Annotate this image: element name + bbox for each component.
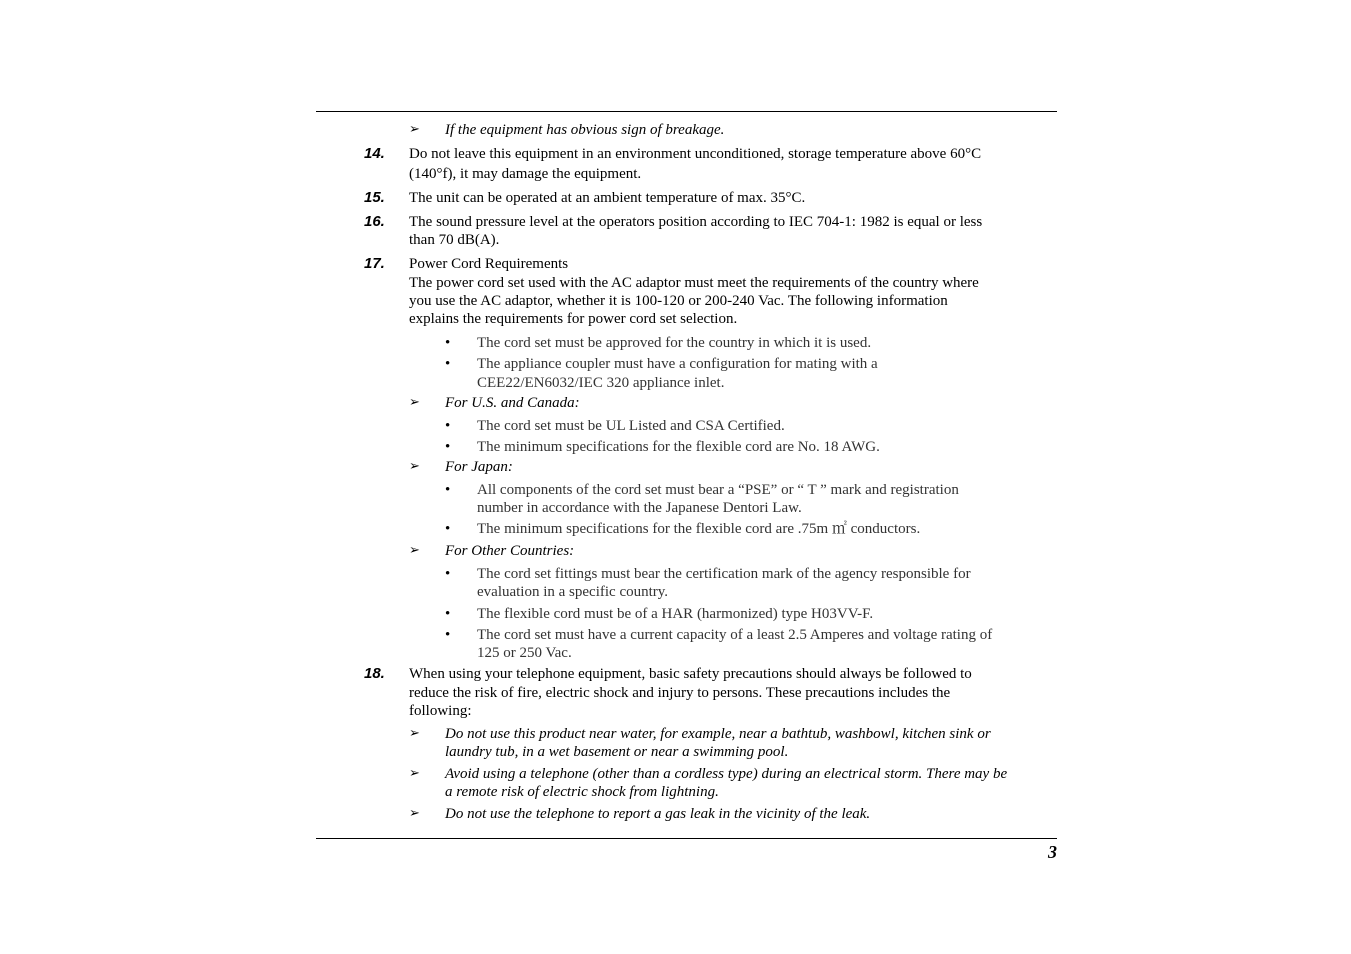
precaution-text: a remote risk of electric shock from lightning. xyxy=(445,784,719,800)
item-15-line: The unit can be operated at an ambient temperature of max. 35°C. xyxy=(409,190,806,206)
bullet-icon: • xyxy=(445,521,451,537)
requirement-bullet-text: The cord set must be approved for the country in which it is used. xyxy=(477,335,872,351)
item-18-line: reduce the risk of fire, electric shock and injury to persons. These precautions includes the xyxy=(409,685,951,701)
bullet-icon: • xyxy=(445,356,451,372)
item-18-line: When using your telephone equipment, basic safety precautions should always be followed to xyxy=(409,666,972,682)
japan-bullet-text: The minimum specifications for the flexible cord are .75m ㎡ conductors. xyxy=(477,521,921,537)
precaution-text: Do not use the telephone to report a gas leak in the vicinity of the leak. xyxy=(445,806,871,822)
requirement-bullet-text: The appliance coupler must have a configuration for mating with a xyxy=(477,356,878,372)
item-number-16: 16. xyxy=(364,213,385,230)
arrow-icon: ➢ xyxy=(409,726,420,741)
us-bullet-text: The minimum specifications for the flexible cord are No. 18 AWG. xyxy=(477,439,880,455)
us-bullet-text: The cord set must be UL Listed and CSA Certified. xyxy=(477,418,785,434)
other-bullet-text: The cord set fittings must bear the certification mark of the agency responsible for xyxy=(477,566,971,582)
bullet-icon: • xyxy=(445,482,451,498)
item-16-line: than 70 dB(A). xyxy=(409,232,500,248)
bullet-icon: • xyxy=(445,439,451,455)
japan-heading: For Japan: xyxy=(445,459,513,475)
bullet-icon: • xyxy=(445,335,451,351)
page-number: 3 xyxy=(1048,842,1057,862)
other-bullet-text: 125 or 250 Vac. xyxy=(477,645,572,661)
header-rule xyxy=(316,111,1057,112)
us-canada-heading: For U.S. and Canada: xyxy=(445,395,580,411)
item-14-line: (140°f), it may damage the equipment. xyxy=(409,166,642,182)
footer-rule xyxy=(316,838,1057,839)
precaution-text: Do not use this product near water, for example, near a bathtub, washbowl, kitchen sink or xyxy=(445,726,991,742)
precaution-text: laundry tub, in a wet basement or near a swimming pool. xyxy=(445,744,789,760)
arrow-icon: ➢ xyxy=(409,543,420,558)
breakage-condition-text: If the equipment has obvious sign of breakage. xyxy=(445,122,725,138)
item-14-line: Do not leave this equipment in an environment unconditioned, storage temperature above 60°C xyxy=(409,146,982,162)
bullet-icon: • xyxy=(445,418,451,434)
item-number-14: 14. xyxy=(364,145,385,162)
other-bullet-text: The flexible cord must be of a HAR (harmonized) type H03VV-F. xyxy=(477,606,874,622)
item-17-line: you use the AC adaptor, whether it is 100-120 or 200-240 Vac. The following information xyxy=(409,293,948,309)
bullet-icon: • xyxy=(445,627,451,643)
power-cord-heading: Power Cord Requirements xyxy=(409,256,569,272)
item-17-line: The power cord set used with the AC adaptor must meet the requirements of the country where xyxy=(409,275,979,291)
item-18-line: following: xyxy=(409,703,472,719)
other-countries-heading: For Other Countries: xyxy=(445,543,575,559)
arrow-icon: ➢ xyxy=(409,766,420,781)
bullet-icon: • xyxy=(445,566,451,582)
japan-bullet-text: All components of the cord set must bear a “PSE” or “ T ” mark and registration xyxy=(477,482,959,498)
item-16-line: The sound pressure level at the operators position according to IEC 704-1: 1982 is equal or less xyxy=(409,214,983,230)
precaution-text: Avoid using a telephone (other than a cordless type) during an electrical storm. There may be xyxy=(445,766,1008,782)
other-bullet-text: evaluation in a specific country. xyxy=(477,584,669,600)
other-bullet-text: The cord set must have a current capacity of a least 2.5 Amperes and voltage rating of xyxy=(477,627,993,643)
bullet-icon: • xyxy=(445,606,451,622)
item-number-17: 17. xyxy=(364,255,385,272)
japan-bullet-text: number in accordance with the Japanese Dentori Law. xyxy=(477,500,802,516)
item-number-15: 15. xyxy=(364,189,385,206)
item-number-18: 18. xyxy=(364,665,385,682)
arrow-icon: ➢ xyxy=(409,122,420,137)
arrow-icon: ➢ xyxy=(409,395,420,410)
arrow-icon: ➢ xyxy=(409,459,420,474)
item-17-line: explains the requirements for power cord set selection. xyxy=(409,311,738,327)
arrow-icon: ➢ xyxy=(409,806,420,821)
requirement-bullet-text: CEE22/EN6032/IEC 320 appliance inlet. xyxy=(477,375,725,391)
